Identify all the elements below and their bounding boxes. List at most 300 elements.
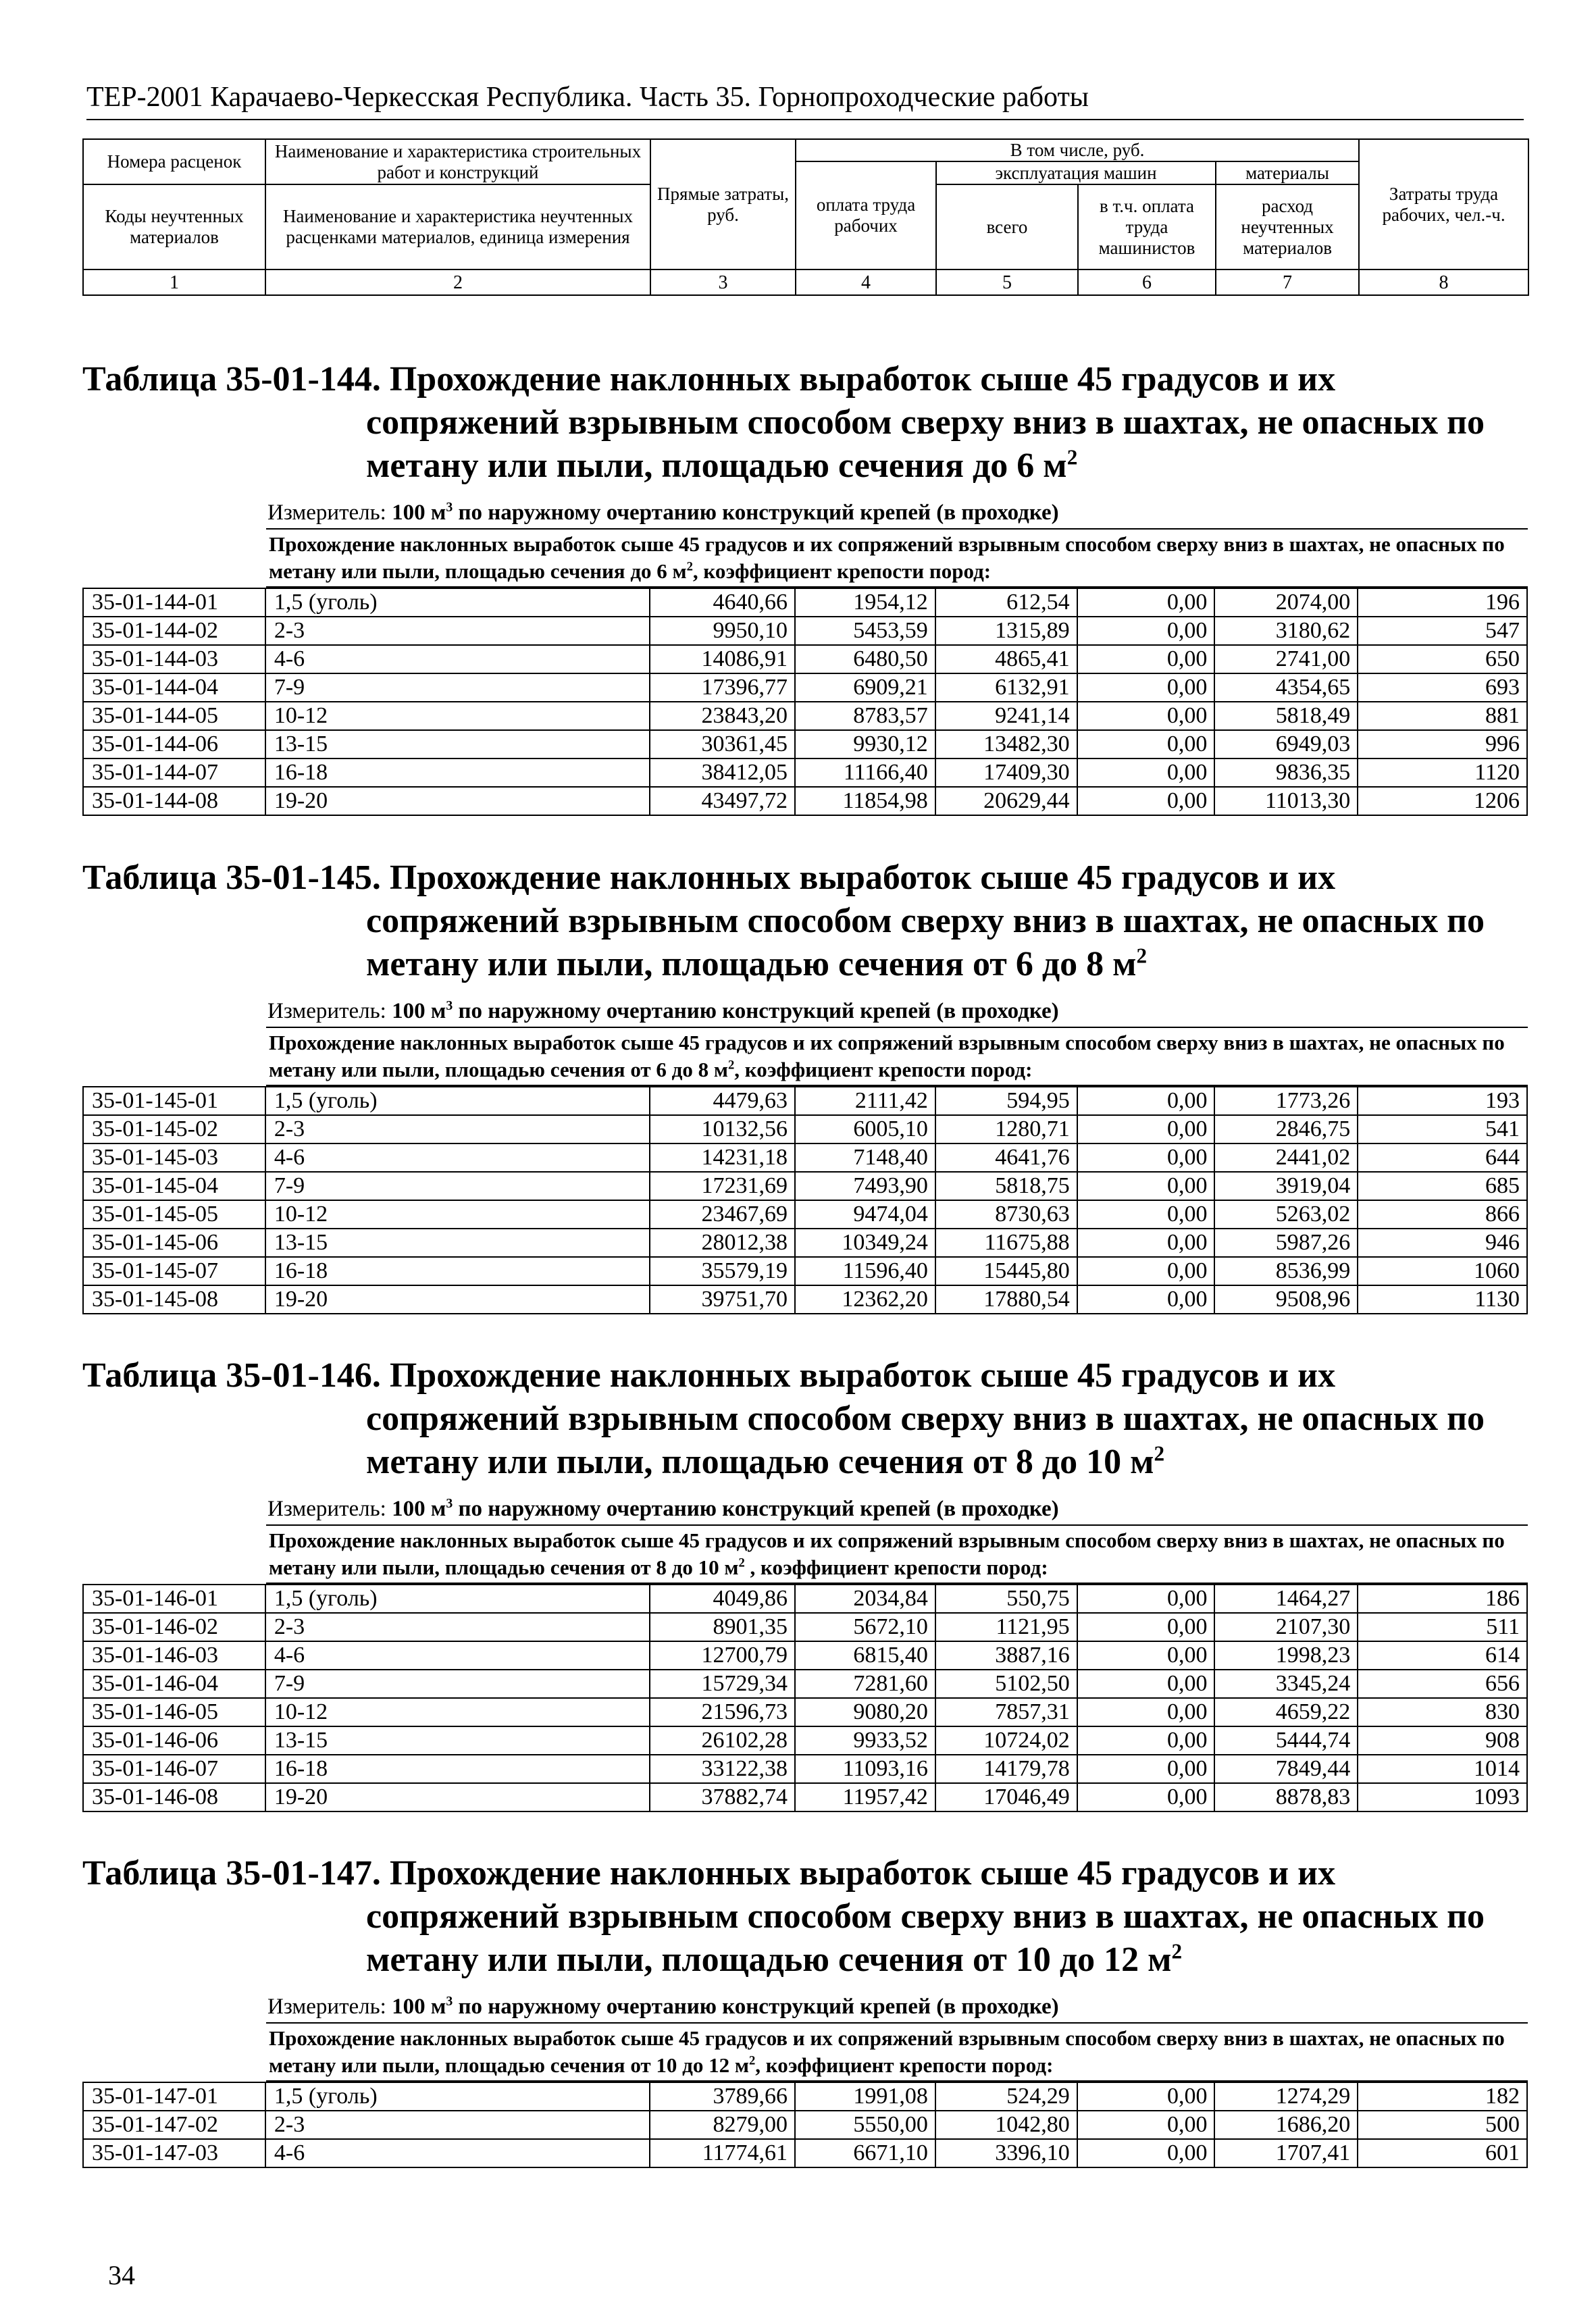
header-col3: Прямые затраты, руб. <box>650 139 796 269</box>
cell-hours: 866 <box>1358 1200 1527 1229</box>
cell-hours: 685 <box>1358 1172 1527 1200</box>
cell-hours: 1060 <box>1358 1257 1527 1285</box>
cell-machinists: 0,00 <box>1077 1115 1215 1143</box>
cell-hours: 1206 <box>1358 787 1527 815</box>
work-description-text: Прохождение наклонных выработок сыше 45 градусов и их сопряжений взрывным способом сверху вниз в шахтах, не опасных по метану или пыли, площадью сечения от 8 до 10 м <box>269 1528 1505 1579</box>
cell-hours: 193 <box>1358 1087 1527 1115</box>
table-row <box>83 1670 1527 1698</box>
work-description-rest: , коэффициент крепости пород: <box>734 1058 1033 1081</box>
header-col5: всего <box>936 184 1078 269</box>
table-title-sup: 2 <box>1066 445 1078 469</box>
cell-labor: 9080,20 <box>795 1698 935 1726</box>
cell-machinists: 0,00 <box>1077 1143 1215 1172</box>
unit-of-measure <box>82 997 1528 1025</box>
cell-materials: 6949,03 <box>1214 730 1358 759</box>
cell-hours: 182 <box>1358 2082 1527 2111</box>
cell-labor: 9933,52 <box>795 1726 935 1755</box>
cell-materials: 9508,96 <box>1214 1285 1358 1314</box>
cell-name: 4-6 <box>265 2139 650 2167</box>
cell-materials: 2074,00 <box>1214 588 1358 617</box>
cell-machines: 13482,30 <box>935 730 1077 759</box>
cell-direct: 26102,28 <box>650 1726 795 1755</box>
cell-direct: 28012,38 <box>650 1229 795 1257</box>
cell-machinists: 0,00 <box>1077 759 1215 787</box>
work-description-rest: , коэффициент крепости пород: <box>744 1555 1048 1579</box>
cell-name: 13-15 <box>265 1229 650 1257</box>
cell-labor: 9474,04 <box>795 1200 935 1229</box>
header-num-8: 8 <box>1359 269 1528 295</box>
cell-machinists: 0,00 <box>1077 1087 1215 1115</box>
cell-materials: 2741,00 <box>1214 645 1358 673</box>
cell-hours: 644 <box>1358 1143 1527 1172</box>
cell-code: 35-01-146-05 <box>83 1698 265 1726</box>
table-row <box>83 1285 1527 1314</box>
table-row <box>83 1229 1527 1257</box>
table-row <box>83 787 1527 815</box>
cell-hours: 656 <box>1358 1670 1527 1698</box>
cell-machinists: 0,00 <box>1077 702 1215 730</box>
cell-direct: 14231,18 <box>650 1143 795 1172</box>
cell-labor: 11854,98 <box>795 787 935 815</box>
cell-materials: 3345,24 <box>1214 1670 1358 1698</box>
cell-hours: 511 <box>1358 1613 1527 1641</box>
cell-machinists: 0,00 <box>1077 1585 1215 1613</box>
section-35-01-145 <box>82 856 1528 1314</box>
cell-machines: 3887,16 <box>935 1641 1077 1670</box>
table-title-sup: 2 <box>1154 1441 1165 1466</box>
unit-sup: 3 <box>446 1994 453 2009</box>
table-row <box>83 702 1527 730</box>
cell-machines: 8730,63 <box>935 1200 1077 1229</box>
table-title-sup: 2 <box>1136 944 1148 968</box>
column-header-table <box>82 138 1529 296</box>
cell-name: 1,5 (уголь) <box>265 1585 650 1613</box>
table-row <box>83 1783 1527 1811</box>
cell-name: 1,5 (уголь) <box>265 1087 650 1115</box>
cell-machinists: 0,00 <box>1077 1257 1215 1285</box>
cell-name: 7-9 <box>265 1172 650 1200</box>
cell-direct: 23843,20 <box>650 702 795 730</box>
cell-code: 35-01-146-01 <box>83 1585 265 1613</box>
cell-materials: 3180,62 <box>1214 617 1358 645</box>
cell-machinists: 0,00 <box>1077 1200 1215 1229</box>
table-row <box>83 1585 1527 1613</box>
work-description-text: Прохождение наклонных выработок сыше 45 градусов и их сопряжений взрывным способом сверху вниз в шахтах, не опасных по метану или пыли, площадью сечения от 10 до 12 м <box>269 2026 1505 2077</box>
cell-materials: 8878,83 <box>1214 1783 1358 1811</box>
cell-name: 19-20 <box>265 787 650 815</box>
cell-direct: 39751,70 <box>650 1285 795 1314</box>
header-machines: эксплуатация машин <box>936 161 1216 184</box>
cell-name: 7-9 <box>265 673 650 702</box>
rates-table <box>82 2082 1528 2168</box>
unit-sup: 3 <box>446 1496 453 1511</box>
table-row <box>83 1755 1527 1783</box>
table-row <box>83 2082 1527 2111</box>
table-title-text: Таблица 35-01-145. Прохождение наклонных выработок сыше 45 градусов и их сопряжений взрывным способом сверху вниз в шахтах, не опасных по метану или пыли, площадью сечения от 6 до 8 м <box>82 858 1485 983</box>
cell-materials: 1773,26 <box>1214 1087 1358 1115</box>
cell-name: 2-3 <box>265 1613 650 1641</box>
table-row <box>83 759 1527 787</box>
cell-direct: 37882,74 <box>650 1783 795 1811</box>
cell-labor: 10349,24 <box>795 1229 935 1257</box>
table-title-text: Таблица 35-01-144. Прохождение наклонных выработок сыше 45 градусов и их сопряжений взрывным способом сверху вниз в шахтах, не опасных по метану или пыли, площадью сечения до 6 м <box>82 360 1485 485</box>
cell-machinists: 0,00 <box>1077 588 1215 617</box>
cell-machinists: 0,00 <box>1077 1641 1215 1670</box>
cell-materials: 1464,27 <box>1214 1585 1358 1613</box>
cell-code: 35-01-144-05 <box>83 702 265 730</box>
cell-name: 4-6 <box>265 1143 650 1172</box>
cell-name: 19-20 <box>265 1783 650 1811</box>
cell-labor: 8783,57 <box>795 702 935 730</box>
cell-direct: 9950,10 <box>650 617 795 645</box>
cell-machinists: 0,00 <box>1077 1726 1215 1755</box>
cell-code: 35-01-145-05 <box>83 1200 265 1229</box>
cell-code: 35-01-146-07 <box>83 1755 265 1783</box>
cell-name: 2-3 <box>265 617 650 645</box>
unit-value: 100 м <box>392 999 446 1023</box>
cell-code: 35-01-147-03 <box>83 2139 265 2167</box>
cell-machines: 1042,80 <box>935 2111 1077 2139</box>
cell-direct: 3789,66 <box>650 2082 795 2111</box>
cell-machines: 14179,78 <box>935 1755 1077 1783</box>
cell-labor: 2034,84 <box>795 1585 935 1613</box>
cell-materials: 2441,02 <box>1214 1143 1358 1172</box>
table-row <box>83 645 1527 673</box>
cell-materials: 11013,30 <box>1214 787 1358 815</box>
cell-direct: 43497,72 <box>650 787 795 815</box>
cell-code: 35-01-146-04 <box>83 1670 265 1698</box>
cell-direct: 8279,00 <box>650 2111 795 2139</box>
cell-hours: 500 <box>1358 2111 1527 2139</box>
unit-rest: по наружному очертанию конструкций крепей (в проходке) <box>453 999 1059 1023</box>
cell-hours: 830 <box>1358 1698 1527 1726</box>
cell-materials: 3919,04 <box>1214 1172 1358 1200</box>
cell-hours: 650 <box>1358 645 1527 673</box>
cell-name: 1,5 (уголь) <box>265 2082 650 2111</box>
cell-labor: 6480,50 <box>795 645 935 673</box>
header-col1-bottom: Коды неучтенных материалов <box>83 184 265 269</box>
cell-machines: 20629,44 <box>935 787 1077 815</box>
section-35-01-144 <box>82 358 1528 816</box>
cell-machines: 9241,14 <box>935 702 1077 730</box>
unit-label: Измеритель: <box>267 999 392 1023</box>
cell-machines: 594,95 <box>935 1087 1077 1115</box>
cell-materials: 8536,99 <box>1214 1257 1358 1285</box>
cell-labor: 11596,40 <box>795 1257 935 1285</box>
table-title <box>82 358 1528 488</box>
cell-name: 2-3 <box>265 2111 650 2139</box>
cell-machinists: 0,00 <box>1077 1285 1215 1314</box>
rates-table <box>82 588 1528 816</box>
cell-name: 10-12 <box>265 1698 650 1726</box>
cell-machines: 4865,41 <box>935 645 1077 673</box>
unit-label: Измеритель: <box>267 500 392 525</box>
cell-labor: 7281,60 <box>795 1670 935 1698</box>
cell-machinists: 0,00 <box>1077 1783 1215 1811</box>
cell-direct: 17396,77 <box>650 673 795 702</box>
cell-machines: 15445,80 <box>935 1257 1077 1285</box>
cell-machines: 17409,30 <box>935 759 1077 787</box>
cell-machinists: 0,00 <box>1077 673 1215 702</box>
cell-hours: 946 <box>1358 1229 1527 1257</box>
cell-direct: 14086,91 <box>650 645 795 673</box>
table-row <box>83 1726 1527 1755</box>
cell-hours: 1093 <box>1358 1783 1527 1811</box>
cell-name: 19-20 <box>265 1285 650 1314</box>
cell-machinists: 0,00 <box>1077 617 1215 645</box>
cell-labor: 11093,16 <box>795 1755 935 1783</box>
cell-name: 16-18 <box>265 1755 650 1783</box>
cell-code: 35-01-146-06 <box>83 1726 265 1755</box>
table-row <box>83 1613 1527 1641</box>
cell-hours: 908 <box>1358 1726 1527 1755</box>
cell-hours: 541 <box>1358 1115 1527 1143</box>
table-row <box>83 1641 1527 1670</box>
cell-hours: 996 <box>1358 730 1527 759</box>
cell-name: 4-6 <box>265 1641 650 1670</box>
rates-table <box>82 1086 1528 1314</box>
cell-hours: 601 <box>1358 2139 1527 2167</box>
cell-hours: 614 <box>1358 1641 1527 1670</box>
cell-materials: 5987,26 <box>1214 1229 1358 1257</box>
page-header: ТЕР-2001 Карачаево-Черкесская Республика. Часть 35. Горнопроходческие работы <box>86 80 1524 120</box>
cell-labor: 6909,21 <box>795 673 935 702</box>
header-col7: расход неучтенных материалов <box>1216 184 1359 269</box>
cell-labor: 7148,40 <box>795 1143 935 1172</box>
unit-value: 100 м <box>392 1995 446 2019</box>
work-description-sup: 2 <box>686 559 693 574</box>
cell-labor: 5672,10 <box>795 1613 935 1641</box>
cell-direct: 38412,05 <box>650 759 795 787</box>
cell-labor: 5550,00 <box>795 2111 935 2139</box>
cell-code: 35-01-144-03 <box>83 645 265 673</box>
cell-machines: 11675,88 <box>935 1229 1077 1257</box>
work-description-text: Прохождение наклонных выработок сыше 45 градусов и их сопряжений взрывным способом сверху вниз в шахтах, не опасных по метану или пыли, площадью сечения от 6 до 8 м <box>269 1031 1505 1081</box>
cell-code: 35-01-145-03 <box>83 1143 265 1172</box>
cell-hours: 1130 <box>1358 1285 1527 1314</box>
cell-direct: 4049,86 <box>650 1585 795 1613</box>
header-col1-top: Номера расценок <box>83 139 265 184</box>
cell-labor: 5453,59 <box>795 617 935 645</box>
cell-code: 35-01-145-08 <box>83 1285 265 1314</box>
table-row <box>83 2111 1527 2139</box>
cell-code: 35-01-145-04 <box>83 1172 265 1200</box>
header-num-4: 4 <box>796 269 936 295</box>
table-row <box>83 1200 1527 1229</box>
cell-materials: 9836,35 <box>1214 759 1358 787</box>
cell-machines: 17880,54 <box>935 1285 1077 1314</box>
page-number: 34 <box>108 2260 135 2290</box>
cell-machines: 1315,89 <box>935 617 1077 645</box>
unit-sup: 3 <box>446 998 453 1013</box>
cell-machinists: 0,00 <box>1077 1698 1215 1726</box>
cell-code: 35-01-144-02 <box>83 617 265 645</box>
cell-hours: 1120 <box>1358 759 1527 787</box>
work-description <box>266 1524 1528 1584</box>
table-title-text: Таблица 35-01-146. Прохождение наклонных выработок сыше 45 градусов и их сопряжений взрывным способом сверху вниз в шахтах, не опасных по метану или пыли, площадью сечения от 8 до 10 м <box>82 1356 1485 1481</box>
cell-materials: 2846,75 <box>1214 1115 1358 1143</box>
cell-machines: 7857,31 <box>935 1698 1077 1726</box>
cell-materials: 7849,44 <box>1214 1755 1358 1783</box>
cell-code: 35-01-144-06 <box>83 730 265 759</box>
cell-machinists: 0,00 <box>1077 645 1215 673</box>
cell-code: 35-01-144-08 <box>83 787 265 815</box>
cell-materials: 5818,49 <box>1214 702 1358 730</box>
cell-code: 35-01-146-08 <box>83 1783 265 1811</box>
cell-name: 13-15 <box>265 1726 650 1755</box>
cell-labor: 9930,12 <box>795 730 935 759</box>
header-group: В том числе, руб. <box>796 139 1359 161</box>
work-description-sup: 2 <box>727 1058 735 1073</box>
header-num-2: 2 <box>265 269 650 295</box>
cell-materials: 1686,20 <box>1214 2111 1358 2139</box>
work-description <box>266 528 1528 588</box>
cell-direct: 8901,35 <box>650 1613 795 1641</box>
cell-machines: 6132,91 <box>935 673 1077 702</box>
cell-name: 16-18 <box>265 759 650 787</box>
header-num-5: 5 <box>936 269 1078 295</box>
cell-labor: 6005,10 <box>795 1115 935 1143</box>
unit-label: Измеритель: <box>267 1995 392 2019</box>
section-35-01-146 <box>82 1354 1528 1812</box>
cell-machines: 1121,95 <box>935 1613 1077 1641</box>
work-description-sup: 2 <box>738 1555 745 1570</box>
cell-materials: 1707,41 <box>1214 2139 1358 2167</box>
table-row <box>83 1698 1527 1726</box>
work-description-rest: , коэффициент крепости пород: <box>692 559 992 583</box>
cell-machines: 5818,75 <box>935 1172 1077 1200</box>
unit-of-measure <box>82 498 1528 527</box>
cell-machines: 10724,02 <box>935 1726 1077 1755</box>
cell-direct: 30361,45 <box>650 730 795 759</box>
cell-direct: 4640,66 <box>650 588 795 617</box>
work-description <box>266 2022 1528 2082</box>
cell-machinists: 0,00 <box>1077 2139 1215 2167</box>
cell-code: 35-01-144-04 <box>83 673 265 702</box>
cell-machinists: 0,00 <box>1077 1613 1215 1641</box>
table-row <box>83 1115 1527 1143</box>
table-row <box>83 588 1527 617</box>
header-num-3: 3 <box>650 269 796 295</box>
cell-code: 35-01-144-01 <box>83 588 265 617</box>
cell-machinists: 0,00 <box>1077 787 1215 815</box>
table-row <box>83 1172 1527 1200</box>
table-title <box>82 1852 1528 1982</box>
cell-machines: 17046,49 <box>935 1783 1077 1811</box>
header-num-7: 7 <box>1216 269 1359 295</box>
cell-hours: 196 <box>1358 588 1527 617</box>
cell-code: 35-01-145-06 <box>83 1229 265 1257</box>
cell-direct: 35579,19 <box>650 1257 795 1285</box>
table-title <box>82 1354 1528 1484</box>
cell-labor: 11957,42 <box>795 1783 935 1811</box>
header-col4: оплата труда рабочих <box>796 161 936 269</box>
cell-labor: 6815,40 <box>795 1641 935 1670</box>
table-row <box>83 1143 1527 1172</box>
table-title-sup: 2 <box>1171 1939 1183 1963</box>
cell-machinists: 0,00 <box>1077 1229 1215 1257</box>
cell-hours: 1014 <box>1358 1755 1527 1783</box>
cell-machinists: 0,00 <box>1077 1172 1215 1200</box>
cell-name: 13-15 <box>265 730 650 759</box>
table-row <box>83 1257 1527 1285</box>
cell-code: 35-01-147-01 <box>83 2082 265 2111</box>
cell-code: 35-01-145-01 <box>83 1087 265 1115</box>
cell-machines: 550,75 <box>935 1585 1077 1613</box>
cell-machines: 1280,71 <box>935 1115 1077 1143</box>
unit-label: Измеритель: <box>267 1497 392 1521</box>
cell-direct: 11774,61 <box>650 2139 795 2167</box>
unit-rest: по наружному очертанию конструкций крепей (в проходке) <box>453 1497 1059 1521</box>
cell-labor: 2111,42 <box>795 1087 935 1115</box>
cell-labor: 7493,90 <box>795 1172 935 1200</box>
header-num-1: 1 <box>83 269 265 295</box>
unit-of-measure <box>82 1495 1528 1523</box>
table-title-text: Таблица 35-01-147. Прохождение наклонных выработок сыше 45 градусов и их сопряжений взрывным способом сверху вниз в шахтах, не опасных по метану или пыли, площадью сечения от 10 до 12 м <box>82 1854 1485 1979</box>
table-row <box>83 730 1527 759</box>
work-description-sup: 2 <box>748 2053 756 2068</box>
cell-direct: 10132,56 <box>650 1115 795 1143</box>
header-col6: в т.ч. оплата труда машинистов <box>1078 184 1216 269</box>
cell-direct: 15729,34 <box>650 1670 795 1698</box>
cell-code: 35-01-145-07 <box>83 1257 265 1285</box>
cell-labor: 12362,20 <box>795 1285 935 1314</box>
cell-name: 10-12 <box>265 1200 650 1229</box>
cell-labor: 1991,08 <box>795 2082 935 2111</box>
cell-machinists: 0,00 <box>1077 2111 1215 2139</box>
cell-machinists: 0,00 <box>1077 2082 1215 2111</box>
cell-code: 35-01-146-03 <box>83 1641 265 1670</box>
unit-rest: по наружному очертанию конструкций крепей (в проходке) <box>453 500 1059 525</box>
cell-name: 4-6 <box>265 645 650 673</box>
table-row <box>83 2139 1527 2167</box>
unit-rest: по наружному очертанию конструкций крепей (в проходке) <box>453 1995 1059 2019</box>
cell-materials: 4659,22 <box>1214 1698 1358 1726</box>
cell-machinists: 0,00 <box>1077 730 1215 759</box>
cell-machines: 4641,76 <box>935 1143 1077 1172</box>
table-title <box>82 856 1528 986</box>
cell-name: 10-12 <box>265 702 650 730</box>
header-col8: Затраты труда рабочих, чел.-ч. <box>1359 139 1528 269</box>
cell-direct: 21596,73 <box>650 1698 795 1726</box>
section-35-01-147 <box>82 1852 1528 2168</box>
cell-hours: 186 <box>1358 1585 1527 1613</box>
table-row <box>83 617 1527 645</box>
table-row <box>83 1087 1527 1115</box>
cell-direct: 12700,79 <box>650 1641 795 1670</box>
unit-value: 100 м <box>392 500 446 525</box>
cell-machinists: 0,00 <box>1077 1670 1215 1698</box>
cell-direct: 17231,69 <box>650 1172 795 1200</box>
work-description-text: Прохождение наклонных выработок сыше 45 градусов и их сопряжений взрывным способом сверху вниз в шахтах, не опасных по метану или пыли, площадью сечения до 6 м <box>269 532 1505 583</box>
cell-materials: 1998,23 <box>1214 1641 1358 1670</box>
cell-code: 35-01-147-02 <box>83 2111 265 2139</box>
cell-hours: 693 <box>1358 673 1527 702</box>
cell-hours: 881 <box>1358 702 1527 730</box>
cell-name: 7-9 <box>265 1670 650 1698</box>
cell-machines: 3396,10 <box>935 2139 1077 2167</box>
cell-materials: 5444,74 <box>1214 1726 1358 1755</box>
header-col2-top: Наименование и характеристика строительных работ и конструкций <box>265 139 650 184</box>
cell-direct: 4479,63 <box>650 1087 795 1115</box>
header-num-6: 6 <box>1078 269 1216 295</box>
cell-name: 1,5 (уголь) <box>265 588 650 617</box>
work-description <box>266 1027 1528 1086</box>
cell-materials: 5263,02 <box>1214 1200 1358 1229</box>
cell-direct: 33122,38 <box>650 1755 795 1783</box>
cell-machinists: 0,00 <box>1077 1755 1215 1783</box>
unit-sup: 3 <box>446 500 453 515</box>
